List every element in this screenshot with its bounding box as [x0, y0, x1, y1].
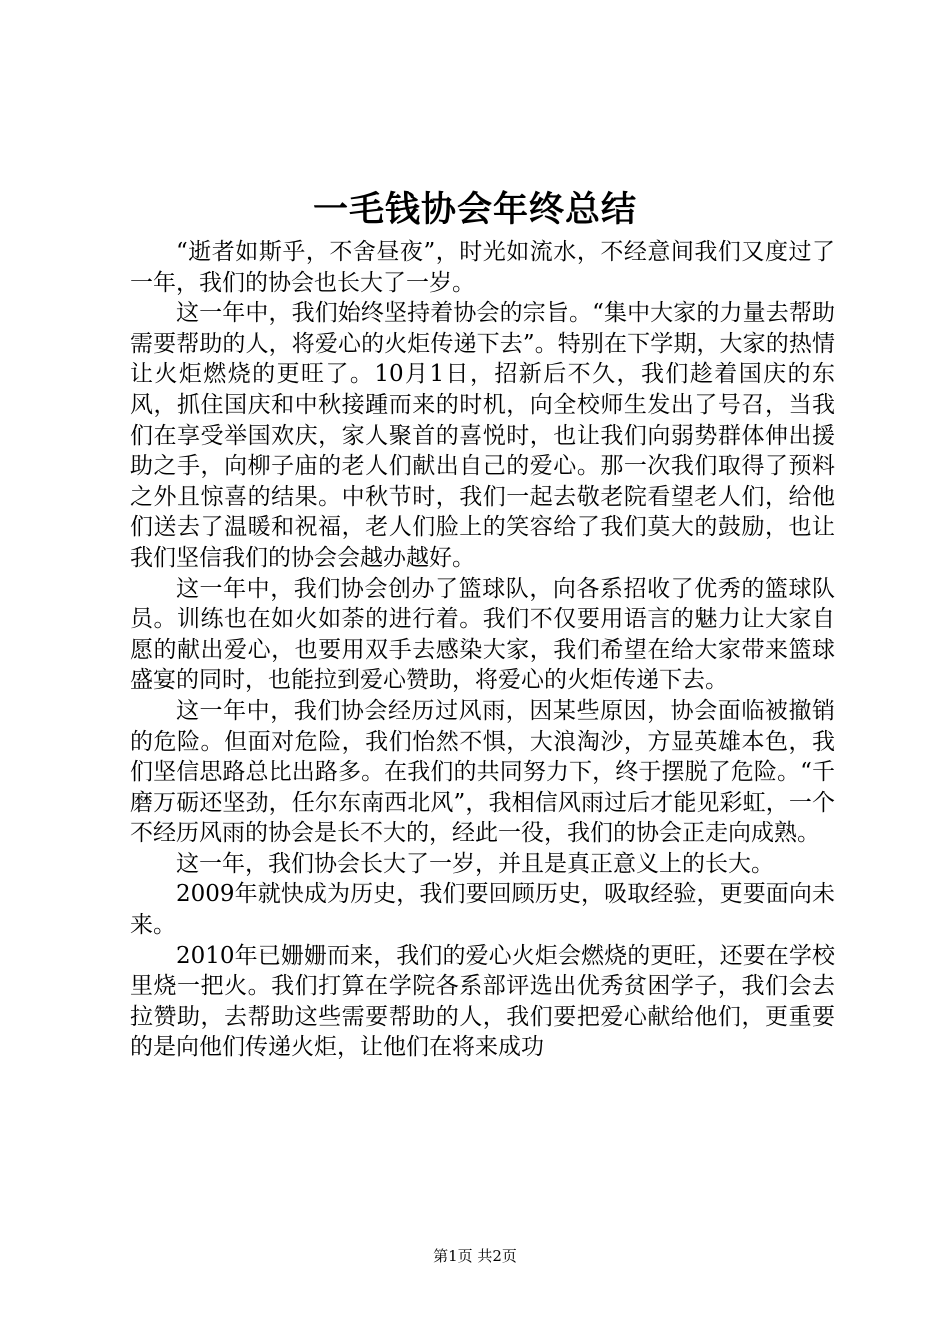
paragraph: 2009年就快成为历史，我们要回顾历史，吸取经验，更要面向未来。 [130, 881, 835, 939]
document-body [130, 237, 835, 1063]
page-number-footer: 第1页 共2页 [433, 1247, 517, 1265]
paragraph: 这一年中，我们始终坚持着协会的宗旨。“集中大家的力量去帮助需要帮助的人，将爱心的火炬传递下去”。特别在下学期，大家的热情让火炬燃烧的更旺了。10月1日，招新后不久，我们趁着国庆的东风，抓住国庆和中秋接踵而来的时机，向全校师生发出了号召，当我们在享受举国欢庆，家人聚首的喜悦时，也让我们向弱势群体伸出援助之手，向柳子庙的老人们献出自己的爱心。那一次我们取得了预料之外且惊喜的结果。中秋节时，我们一起去敬老院看望老人们，给他们送去了温暖和祝福，老人们脸上的笑容给了我们莫大的鼓励，也让我们坚信我们的协会会越办越好。 [130, 300, 835, 571]
document-title: 一毛钱协会年终总结 [312, 190, 637, 230]
paragraph: 这一年中，我们协会创办了篮球队，向各系招收了优秀的篮球队员。训练也在如火如荼的进行着。我们不仅要用语言的魅力让大家自愿的献出爱心，也要用双手去感染大家，我们希望在给大家带来篮球盛宴的同时，也能拉到爱心赞助，将爱心的火炬传递下去。 [130, 575, 835, 694]
paragraph: 2010年已姗姗而来，我们的爱心火炬会燃烧的更旺，还要在学校里烧一把火。我们打算在学院各系部评选出优秀贫困学子，我们会去拉赞助，去帮助这些需要帮助的人，我们要把爱心献给他们，更重要的是向他们传递火炬，让他们在将来成功 [130, 942, 835, 1061]
paragraph: 这一年中，我们协会经历过风雨，因某些原因，协会面临被撤销的危险。但面对危险，我们怡然不惧，大浪淘沙，方显英雄本色，我们坚信思路总比出路多。在我们的共同努力下，终于摆脱了危险。“千磨万砺还坚劲，任尔东南西北风”，我相信风雨过后才能见彩虹，一个不经历风雨的协会是长不大的，经此一役，我们的协会正走向成熟。 [130, 697, 835, 847]
paragraph: “逝者如斯乎，不舍昼夜”，时光如流水，不经意间我们又度过了一年，我们的协会也长大了一岁。 [130, 239, 835, 296]
paragraph: 这一年，我们协会长大了一岁，并且是真正意义上的长大。 [176, 850, 774, 877]
